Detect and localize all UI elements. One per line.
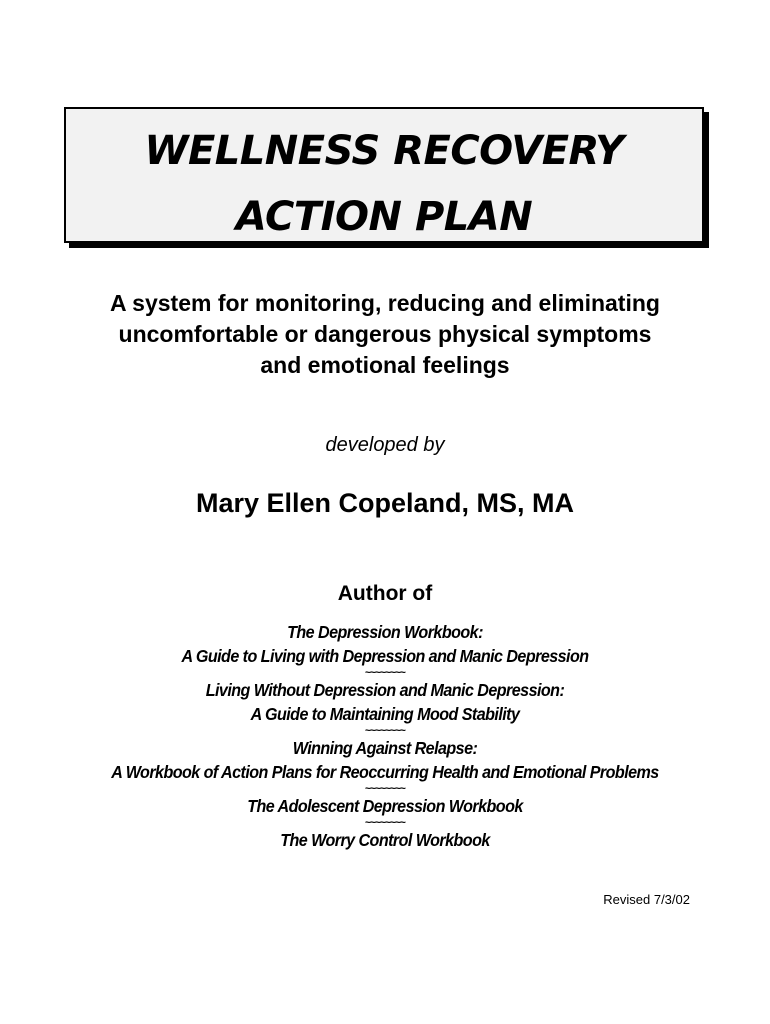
- separator: ~~~~~~~~: [365, 667, 405, 679]
- subtitle: [0, 288, 770, 381]
- separator: ~~~~~~~~: [365, 783, 405, 795]
- author-of-heading: Author of: [337, 582, 433, 605]
- title-box: [64, 107, 704, 243]
- title-line-2: ACTION PLAN: [235, 194, 533, 240]
- book-title: Winning Against Relapse:: [292, 738, 478, 758]
- separator: ~~~~~~~~: [365, 817, 405, 829]
- title-line-1: WELLNESS RECOVERY: [144, 128, 624, 174]
- developed-by-label: developed by: [325, 434, 445, 456]
- subtitle-line: uncomfortable or dangerous physical symptoms: [118, 321, 652, 347]
- book-subtitle: A Guide to Living with Depression and Manic Depression: [181, 646, 589, 666]
- book-subtitle: A Guide to Maintaining Mood Stability: [250, 704, 520, 724]
- author-name: Mary Ellen Copeland, MS, MA: [195, 488, 575, 518]
- book-title: The Depression Workbook:: [287, 622, 483, 642]
- revision-date: Revised 7/3/02: [603, 892, 690, 907]
- separator: ~~~~~~~~: [365, 725, 405, 737]
- book-title: The Adolescent Depression Workbook: [247, 796, 523, 816]
- book-list: [31, 620, 739, 852]
- book-title: The Worry Control Workbook: [280, 830, 490, 850]
- book-subtitle: A Workbook of Action Plans for Reoccurring Health and Emotional Problems: [111, 762, 659, 782]
- subtitle-line: A system for monitoring, reducing and eliminating: [110, 290, 660, 316]
- book-title: Living Without Depression and Manic Depression:: [205, 680, 565, 700]
- subtitle-line: and emotional feelings: [260, 352, 510, 378]
